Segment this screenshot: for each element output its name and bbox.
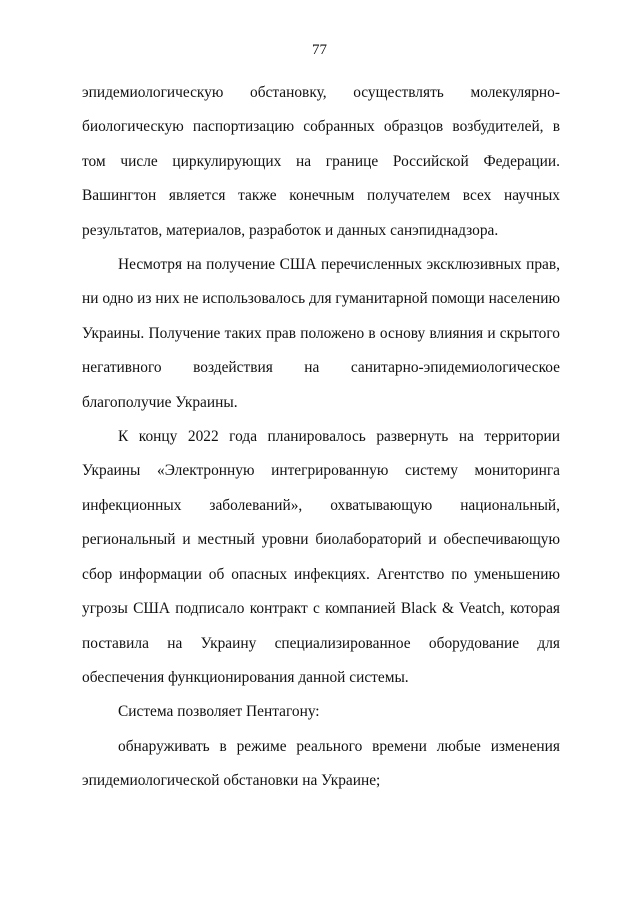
paragraph-realtime-detection: обнаруживать в режиме реального времени любые изменения эпидемиологической обстановки на Украине; [82,737,560,790]
paragraph-continuation: эпидемиологическую обстановку, осуществлять молекулярно-биологическую паспортизацию собранных образцов возбудителей, в том числе циркулирующих на границе Российской Федерации. Вашингтон является также конечным получателем всех научных результатов, материалов, разработок и данных санэпиднадзора. [82,84,560,239]
paragraph-monitoring-system: К концу 2022 года планировалось развернуть на территории Украины «Электронную интегрированную систему мониторинга инфекционных заболеваний», охватывающую национальный, региональный и местный уровни биолабораторий и обеспечивающую сбор информации об опасных инфекциях. Агентство по уменьшению угрозы США подписало контракт с компанией Black & Veatch, которая поставила на Украину специализированное оборудование для обеспечения функционирования данной системы. [82,428,560,686]
paragraph-pentagon-intro: Система позволяет Пентагону: [118,703,320,721]
paragraph-exclusive-rights: Несмотря на получение США перечисленных эксклюзивных прав, ни одно из них не использовалось для гуманитарной помощи населению Украины. Получение таких прав положено в основу влияния и скрытого негативного воздействия на санитарно-эпидемиологическое благополучие Украины. [82,256,560,411]
page-number: 77 [312,42,327,58]
document-body [82,76,560,799]
